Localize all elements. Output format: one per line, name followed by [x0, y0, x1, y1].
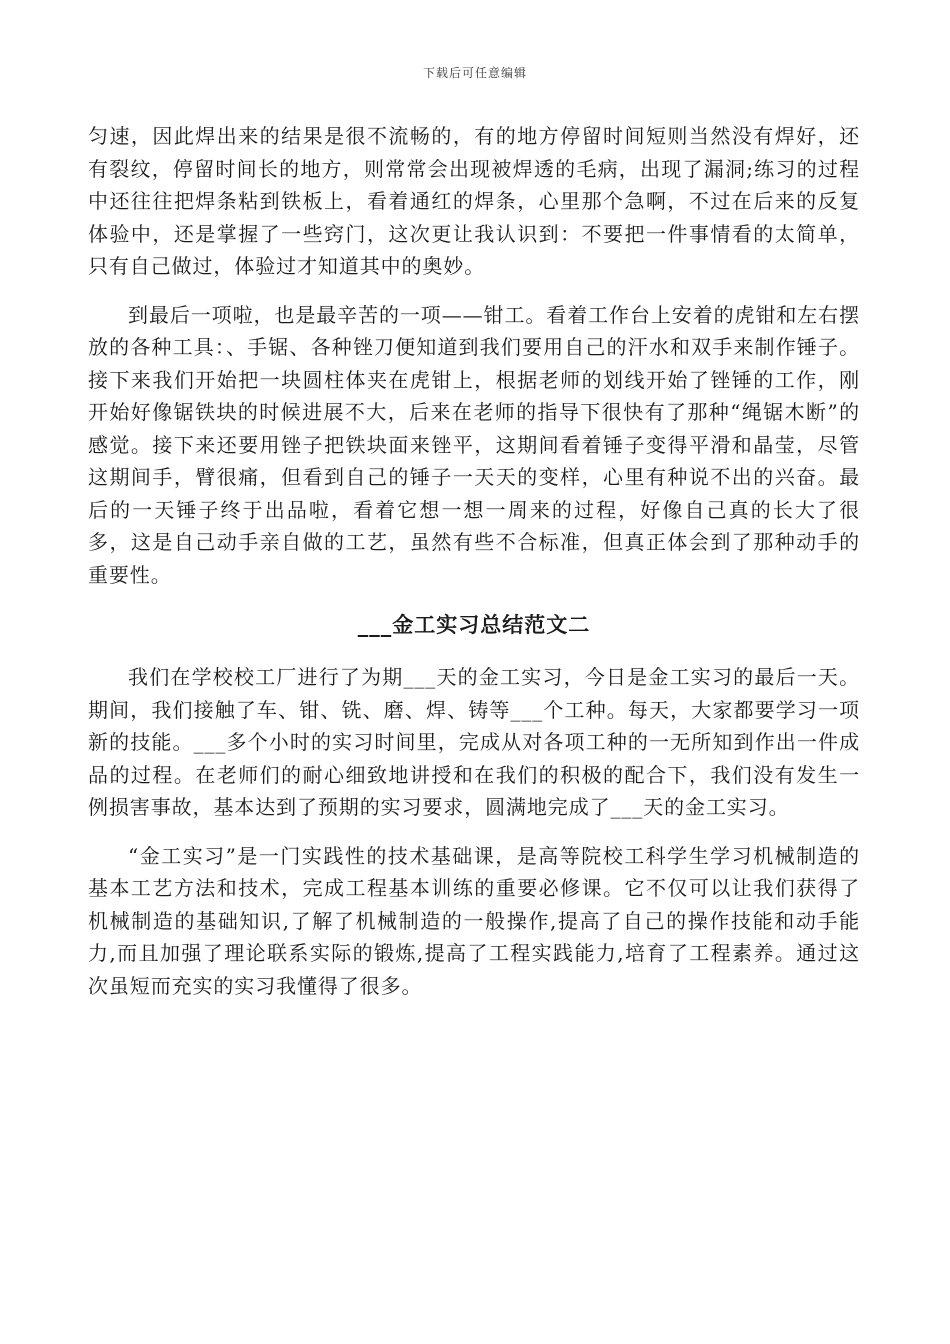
- page-header: 下载后可任意编辑: [422, 66, 527, 80]
- paragraph-fitter: 到最后一项啦，也是最辛苦的一项——钳工。看着工作台上安着的虎钳和左右摆放的各种工具：、手锯、各种锉刀便知道到我们要用自己的汗水和双手来制作锤子。接下来我们开始把一块圆柱体夹在虎钳上，根据老师的划线开始了锉锤的工作，刚开始好像锯铁块的时候进展不大，后来在老师的指导下很快有了那种“绳锯木断”的感觉。接下来还要用锉子把铁块面来锉平，这期间看着锤子变得平滑和晶莹，尽管这期间手，臂很痛，但看到自己的锤子一天天的变样，心里有种说不出的兴奋。最后的一天锤子终于出品啦，看着它想一想一周来的过程，好像自己真的长大了很多，这是自己动手亲自做的工艺，虽然有些不合标准，但真正体会到了那种动手的重要性。: [88, 302, 860, 587]
- paragraph-internship-value: “金工实习”是一门实践性的技术基础课，是高等院校工科学生学习机械制造的基本工艺方法和技术，完成工程基本训练的重要必修课。它不仅可以让我们获得了机械制造的基础知识,了解了机械制造的一般操作,提高了自己的操作技能和动手能力,而且加强了理论联系实际的锻炼,提高了工程实践能力,培育了工程素养。通过这次虽短而充实的实习我懂得了很多。: [88, 843, 860, 998]
- section-title: ___金工实习总结范文二: [357, 612, 591, 637]
- document-body: [88, 120, 860, 1002]
- paragraph-internship-intro: 我们在学校校工厂进行了为期___天的金工实习，今日是金工实习的最后一天。期间，我们接触了车、钳、铣、磨、焊、铸等___个工种。每天，大家都要学习一项新的技能。___多个小时的实习时间里，完成从对各项工种的一无所知到作出一件成品的过程。在老师们的耐心细致地讲授和在我们的积极的配合下，我们没有发生一例损害事故，基本达到了预期的实习要求，圆满地完成了___天的金工实习。: [88, 665, 860, 819]
- paragraph-welding: 匀速，因此焊出来的结果是很不流畅的，有的地方停留时间短则当然没有焊好，还有裂纹，停留时间长的地方，则常常会出现被焊透的毛病，出现了漏洞;练习的过程中还往往把焊条粘到铁板上，看着通红的焊条，心里那个急啊，不过在后来的反复体验中，还是掌握了一些窍门，这次更让我认识到：不要把一件事情看的太简单，只有自己做过，体验过才知道其中的奥妙。: [88, 124, 860, 278]
